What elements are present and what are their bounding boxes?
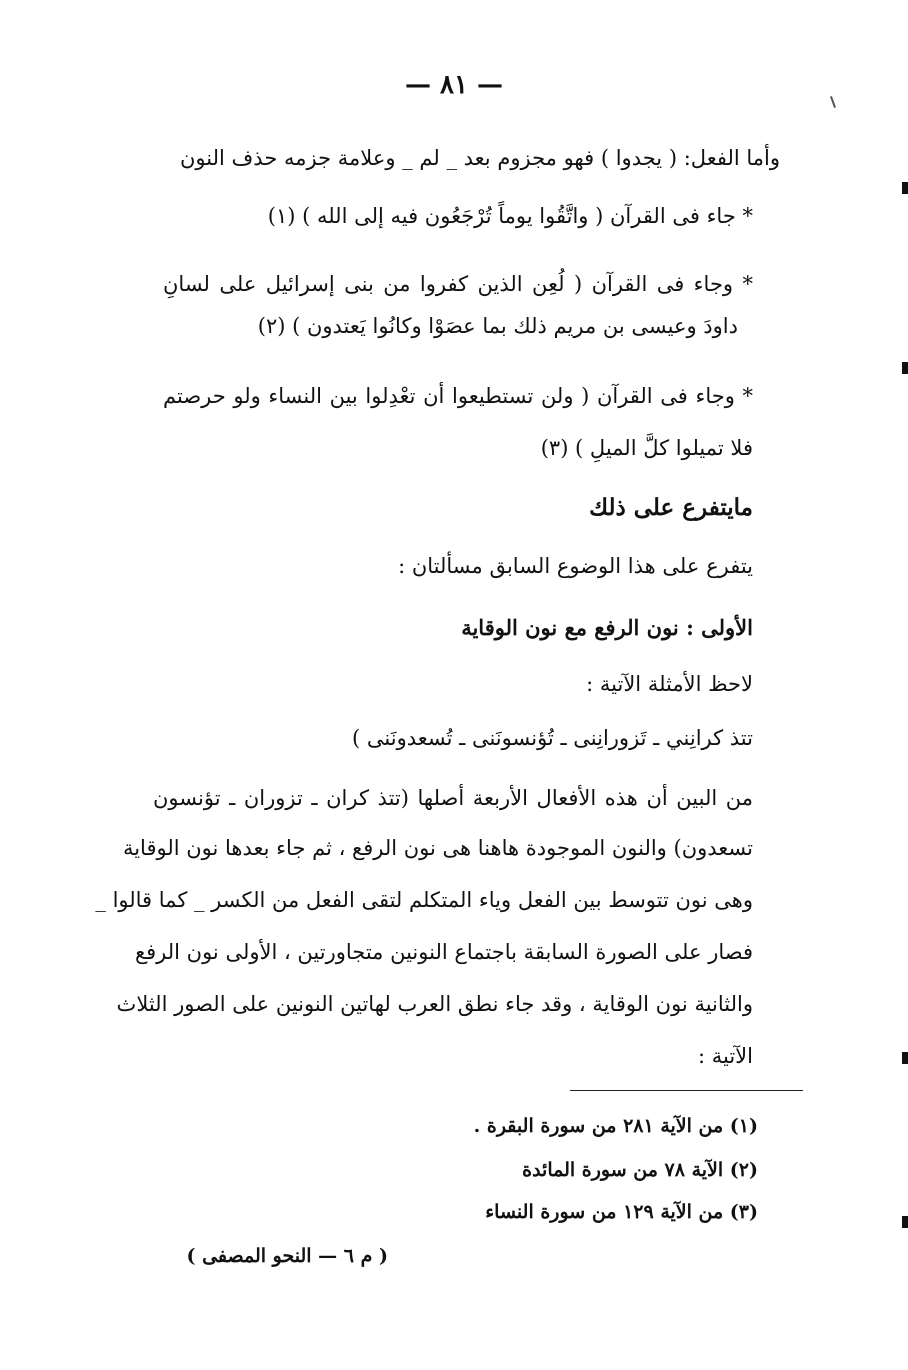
text-line-1: وأما الفعل: ( يجدوا ) فهو مجزوم بعد _ لم _ وعلامة جزمه حذف النون: [180, 146, 780, 170]
footnote-1: (١) من الآية ٢٨١ من سورة البقرة .: [473, 1115, 758, 1137]
footnote-3: (٣) من الآية ١٢٩ من سورة النساء: [485, 1201, 758, 1223]
text-line-6: فلا تميلوا كلَّ الميلِ ) (٣): [540, 436, 753, 460]
text-line-12: من البين أن هذه الأفعال الأربعة أصلها (تتذ كران ـ تزوران ـ تؤنسون: [153, 786, 753, 810]
text-line-10: لاحظ الأمثلة الآتية :: [586, 672, 753, 696]
text-line-16: والثانية نون الوقاية ، وقد جاء نطق العرب لهاتين النونين على الصور الثلاث: [116, 992, 753, 1016]
binding-mark: [902, 1052, 908, 1064]
text-line-8: يتفرع على هذا الوضوع السابق مسألتان :: [398, 554, 753, 578]
binding-mark: [902, 182, 908, 194]
examples-line: تتذ كرانِني ـ تَزورانِنى ـ تُؤنسونَنى ـ تُسعدونَنى ): [352, 726, 753, 750]
text-line-13: تسعدون) والنون الموجودة هاهنا هى نون الرفع ، ثم جاء بعدها نون الوقاية: [122, 836, 753, 860]
text-line-15: فصار على الصورة السابقة باجتماع النونين متجاورتين ، الأولى نون الرفع: [134, 940, 753, 964]
binding-mark: [902, 362, 908, 374]
footnote-divider: [570, 1090, 803, 1091]
text-line-3: * وجاء فى القرآن ( لُعِن الذين كفروا من بنى إسرائيل على لسانِ: [163, 272, 753, 296]
text-line-4: داودَ وعيسى بن مريم ذلك بما عصَوْا وكانُوا يَعتدون ) (٢): [257, 314, 738, 338]
text-line-5: * وجاء فى القرآن ( ولن تستطيعوا أن تعْدِلوا بين النساء ولو حرصتم: [163, 384, 753, 408]
text-line-2: * جاء فى القرآن ( واتَّقُوا يوماً تُرْجَعُون فيه إلى الله ) (١): [267, 204, 753, 228]
binding-mark: [902, 1216, 908, 1228]
page-number: — ٨١ —: [404, 70, 504, 100]
text-line-17: الآتية :: [697, 1044, 753, 1068]
footnote-2: (٢) الآية ٧٨ من سورة المائدة: [522, 1159, 758, 1181]
subheading-first: الأولى : نون الرفع مع نون الوقاية: [461, 615, 753, 640]
signature-mark: ( م ٦ — النحو المصفى ): [186, 1245, 388, 1267]
section-heading: مايتفرع على ذلك: [589, 494, 753, 521]
text-line-14: وهى نون تتوسط بين الفعل وياء المتكلم لتقى الفعل من الكسر _ كما قالوا _: [95, 888, 753, 912]
